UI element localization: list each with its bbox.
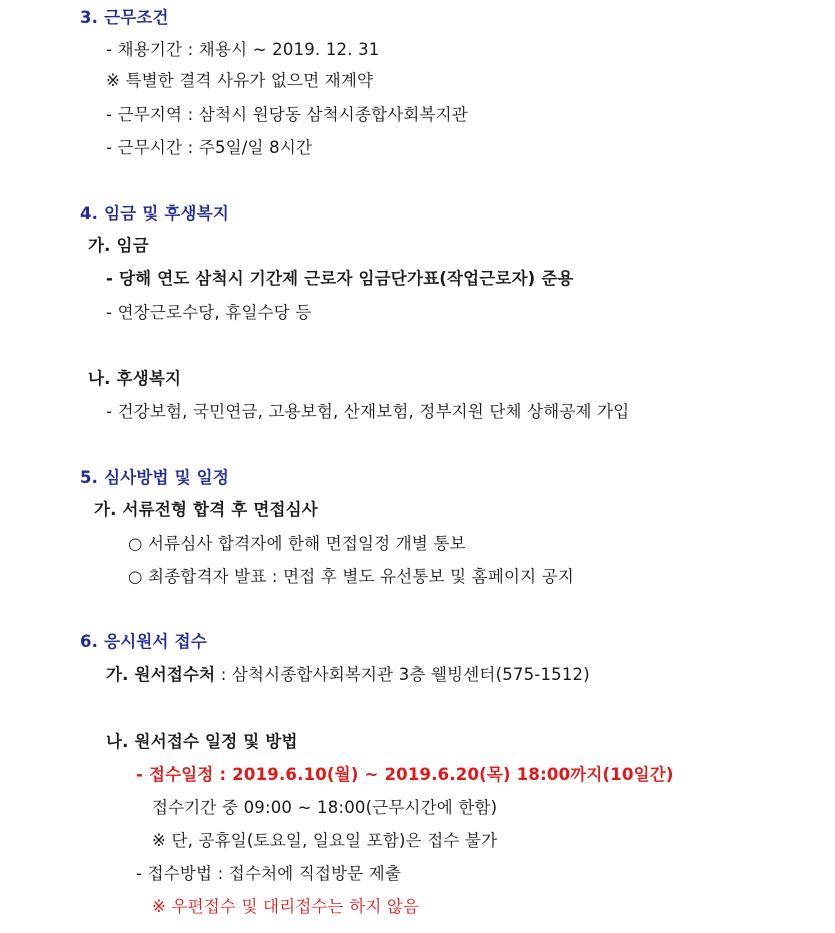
application-method: - 접수방법 : 접수처에 직접방문 제출 [136,864,402,883]
work-location: - 근무지역 : 삼척시 원당동 삼척시종합사회복지관 [106,105,468,124]
schedule-subtitle: 나. 원서접수 일정 및 방법 [106,732,298,751]
section-4-title: 4. 임금 및 후생복지 [80,204,229,223]
wage-subtitle: 가. 임금 [88,236,149,255]
mail-proxy-warning: ※ 우편접수 및 대리접수는 하지 않음 [152,897,420,916]
employment-period: - 채용기간 : 채용시 ~ 2019. 12. 31 [106,40,380,59]
application-location-value: : 삼척시종합사회복지관 3층 웰빙센터(575-1512) [215,665,590,684]
holiday-note: ※ 단, 공휴일(토요일, 일요일 포함)은 접수 불가 [152,831,498,850]
section-5-title: 5. 심사방법 및 일정 [80,468,229,487]
welfare-subtitle: 나. 후생복지 [88,369,182,388]
document-screening-notice: ○ 서류심사 합격자에 한해 면접일정 개별 통보 [128,534,466,553]
application-hours: 접수기간 중 09:00 ~ 18:00(근무시간에 한함) [152,798,498,817]
application-location-label: 가. 원서접수처 [106,665,216,684]
application-schedule: - 접수일정 : 2019.6.10(월) ~ 2019.6.20(목) 18:00까지(10일간) [136,765,674,784]
renewal-note: ※ 특별한 결격 사유가 없으면 재계약 [106,71,374,90]
application-location [106,664,590,686]
screening-subtitle: 가. 서류전형 합격 후 면접심사 [94,500,318,519]
wage-standard: - 당해 연도 삼척시 기간제 근로자 임금단가표(작업근로자) 준용 [106,269,574,288]
section-6-title: 6. 응시원서 접수 [80,632,207,651]
work-hours: - 근무시간 : 주5일/일 8시간 [106,138,313,157]
final-announcement: ○ 최종합격자 발표 : 면접 후 별도 유선통보 및 홈페이지 공지 [128,567,575,586]
section-3-title: 3. 근무조건 [80,8,169,27]
wage-allowances: - 연장근로수당, 휴일수당 등 [106,303,312,322]
welfare-insurance: - 건강보험, 국민연금, 고용보험, 산재보험, 정부지원 단체 상해공제 가입 [106,402,630,421]
